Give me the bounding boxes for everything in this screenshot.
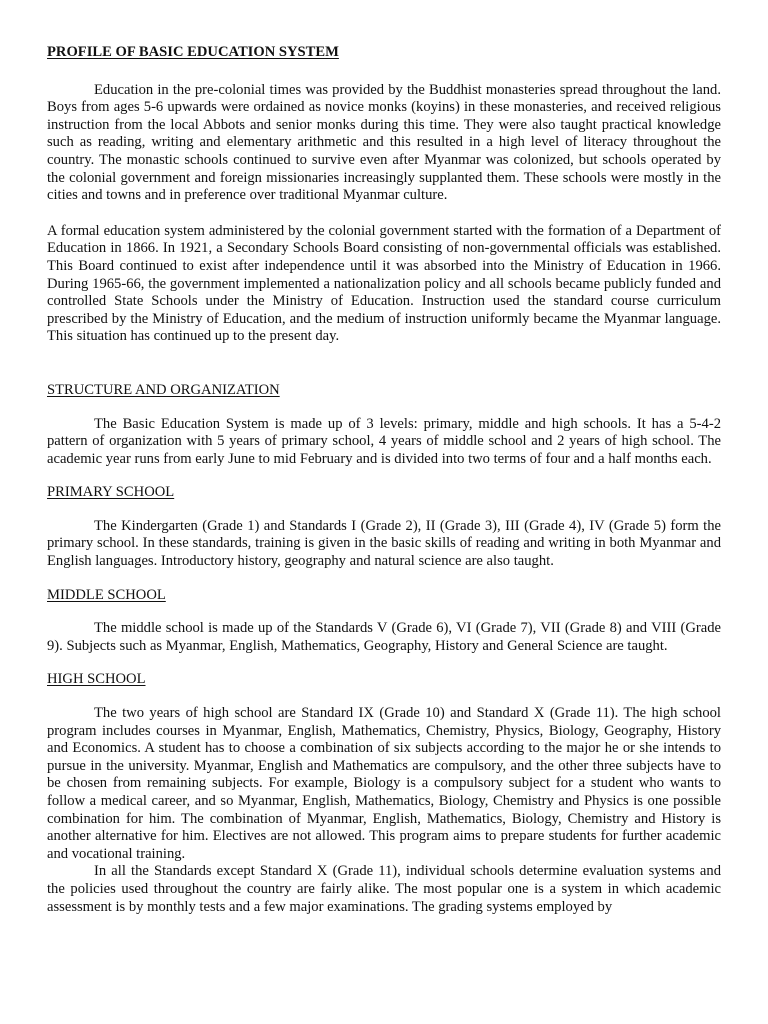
intro-paragraph-2: A formal education system administered by the colonial government started with the formation of a Department of Education in 1866. In 1921, a Secondary Schools Board consisting of non-governmental officials was established. This Board continued to exist after independence until it was absorbed into the Ministry of Education in 1966. During 1965-66, the government implemented a nationalization policy and all schools became publicly funded and controlled State Schools under the Ministry of Education. Instruction used the standard course curriculum prescribed by the Ministry of Education, and the medium of instruction uniformly became the Myanmar language. This situation has continued up to the present day. [47, 222, 721, 345]
document-title: PROFILE OF BASIC EDUCATION SYSTEM [47, 44, 339, 60]
high-paragraph: The two years of high school are Standard IX (Grade 10) and Standard X (Grade 11). The high school program includes courses in Myanmar, English, Mathematics, Chemistry, Physics, Biology, Geography, History and Economics. A student has to choose a combination of six subjects according to the major he or she intends to pursue in the university. Myanmar, English and Mathematics are compulsory, and the other three subjects have to be chosen from remaining subjects. For example, Biology is a compulsory subject for a student who wants to follow a medical career, and so Myanmar, English, Mathematics, Biology, Chemistry and Physics is one possible combination for him. The combination of Myanmar, English, Mathematics, Biology, Chemistry and History is another alternative for him. Electives are not allowed. This program aims to prepare students for further academic and vocational training. [47, 705, 721, 862]
high-heading: HIGH SCHOOL [47, 671, 146, 688]
structure-paragraph: The Basic Education System is made up of 3 levels: primary, middle and high schools. It has a 5-4-2 pattern of organization with 5 years of primary school, 4 years of middle school and 2 years of high school. The academic year runs from early June to mid February and is divided into two terms of four and a half months each. [47, 415, 721, 467]
primary-paragraph: The Kindergarten (Grade 1) and Standards I (Grade 2), II (Grade 3), III (Grade 4), IV (Grade 5) form the primary school. In these standards, training is given in the basic skills of reading and writing in both Myanmar and English languages. Introductory history, geography and natural science are also taught. [47, 517, 721, 570]
high-paragraph-2: In all the Standards except Standard X (Grade 11), individual schools determine evaluation systems and the policies used throughout the country are fairly alike. The most popular one is a system in which academic assessment is by monthly tests and a few major examinations. The grading systems employed by [47, 863, 721, 915]
middle-paragraph: The middle school is made up of the Standards V (Grade 6), VI (Grade 7), VII (Grade 8) and VIII (Grade 9). Subjects such as Myanmar, English, Mathematics, Geography, History and General Science are taught. [47, 620, 721, 654]
middle-heading: MIDDLE SCHOOL [47, 586, 166, 603]
intro-paragraph-1: Education in the pre-colonial times was provided by the Buddhist monasteries spread throughout the land. Boys from ages 5-6 upwards were ordained as novice monks (koyins) in these monasteries, and received religious instruction from the local Abbots and senior monks during this time. They were also taught practical knowledge such as reading, writing and elementary arithmetic and this resulted in a high level of literacy throughout the country. The monastic schools continued to survive even after Myanmar was colonized, but schools operated by the colonial government and foreign missionaries increasingly supplanted them. These schools were mostly in the cities and towns and in preference over traditional Myanmar culture. [47, 81, 721, 204]
document-page [47, 44, 721, 916]
structure-heading: STRUCTURE AND ORGANIZATION [47, 381, 280, 398]
primary-heading: PRIMARY SCHOOL [47, 484, 175, 501]
